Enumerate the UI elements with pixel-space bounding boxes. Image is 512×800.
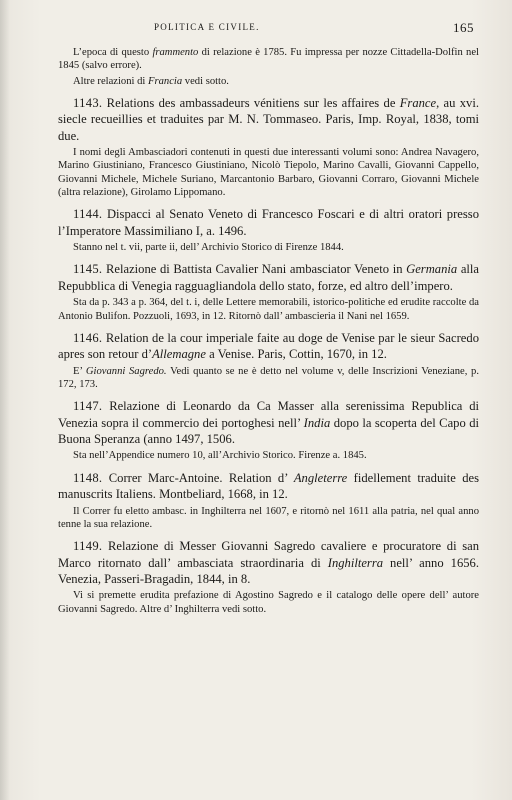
entry-number: 1146. [73,330,103,345]
text-run: Correr Marc-Antoine. Relation d’ [102,470,294,485]
entry-number: 1145. [73,262,103,277]
italic-run: Francia [148,75,183,87]
running-title: POLITICA E CIVILE. [154,22,260,32]
text-run: Dispacci al Senato Veneto di Francesco Foscari e di altri oratori presso l’Imperatore Massimiliano I, a. 1496. [58,207,479,238]
text-run: Vedi quanto se ne è detto nel volume v, delle Inscrizioni Veneziane, p. 172, 173. [58,365,479,390]
text-run: Relazione di Battista Cavalier Nani ambasciator Veneto in [102,262,407,277]
entry-1149 [58,538,479,587]
page-number: 165 [453,20,474,35]
entry-1145 [58,261,479,294]
text-run: Altre relazioni di [73,75,149,87]
text-run: dopo la scoperta del Capo di Buona Speranza (anno 1497, 1506. [58,415,480,447]
entry-1146 [58,330,479,363]
text-run: di relazione è 1785. Fu impressa per nozze Cittadella-Dolfin nel 1845 (salvo errore). [58,47,479,72]
entry-1148 [58,470,479,503]
text-run: fidellement traduite des manuscrits Italiens. Montbeliard, 1668, in 12. [58,470,479,502]
italic-run: Giovanni Sagredo. [85,365,167,377]
entry-1147 [58,398,479,447]
note-francia [58,75,479,88]
entry-number: 1144. [73,207,103,222]
note-1145: Sta da p. 343 a p. 364, del t. i, delle Lettere memorabili, istorico-politiche ed erudite raccolte da Antonio Bulifon. Pozzuoli, 1693, in 12. Ritornò dall’ ambascieria il Nani nel 1659. [58,297,479,322]
text-run: nell’ anno 1656. Venezia, Passeri-Bragadin, 1844, in 8. [58,555,479,586]
text-run: Relations des ambassadeurs vénitiens sur les affaires de [102,95,400,110]
italic-run: India [303,415,331,430]
italic-run: Germania [406,262,458,277]
gutter-shadow [0,0,10,800]
note-1143: I nomi degli Ambasciadori contenuti in questi due interessanti volumi sono: Andrea Navagero, Marino Giustiniano, Francesco Giustiniano, Nicolò Tiepolo, Marino Cavalli, Giovanni Cappello, Giovanni Michele, Michele Suriano, Marcantonio Barbaro, Giovanni Corraro, Giovanni Michele (altra relazione), Girolamo Lippomano. [58,147,479,198]
note-1144: Stanno nel t. vii, parte ii, dell’ Archivio Storico di Firenze 1844. [73,242,344,254]
text-run: alla Repubblica di Venegia ragguagliandola dello stato, forze, ed altro dell’impero. [58,262,480,293]
text-run: Relazione di Messer Giovanni Sagredo cavaliere e procuratore di san Marco ritornato dall’ ambasciata straordinaria di [58,539,479,570]
text-run: , au xvi. siecle recueillies et traduites par M. N. Tommaseo. Paris, Imp. Royal, 1838, tomi due. [58,95,479,143]
page-content [58,46,479,616]
text-run: a Venise. Paris, Cottin, 1670, in 12. [205,347,387,362]
entry-number: 1143. [73,95,103,110]
text-run: Relazione di Leonardo da Ca Masser alla serenissima Republica di Venezia sopra il commercio dei portoghesi nell’ [58,399,479,430]
page-header [58,20,476,34]
note-frammento [58,46,479,73]
entry-number: 1149. [73,539,103,554]
entry-number: 1147. [73,399,103,414]
italic-run: Angleterre [293,470,348,485]
entry-1143 [58,95,479,144]
italic-run: Inghilterra [327,555,384,570]
text-run: E’ [73,365,86,377]
note-1149: Vi si premette erudita prefazione di Agostino Sagredo e il catalogo delle opere dell’ autore Giovanni Sagredo. Altre d’ Inghilterra vedi sotto. [58,590,479,615]
italic-run: Allemagne [152,347,206,362]
text-run: Relation de la cour imperiale faite au doge de Venise par le sieur Sacredo apres son retour d’ [58,330,479,362]
italic-run: France [399,95,437,110]
entry-number: 1148. [73,470,103,485]
note-1146 [58,365,479,392]
italic-run: frammento [152,47,199,58]
text-run: vedi sotto. [182,75,229,87]
text-run: L’epoca di questo [73,47,153,58]
entry-1144 [58,206,479,239]
note-1147: Sta nell’Appendice numero 10, all’Archivio Storico. Firenze a. 1845. [73,450,367,462]
note-1148: Il Correr fu eletto ambasc. in Inghilterra nel 1607, e ritornò nel 1611 alla patria, nel qual anno tenne la sua relazione. [58,505,479,530]
